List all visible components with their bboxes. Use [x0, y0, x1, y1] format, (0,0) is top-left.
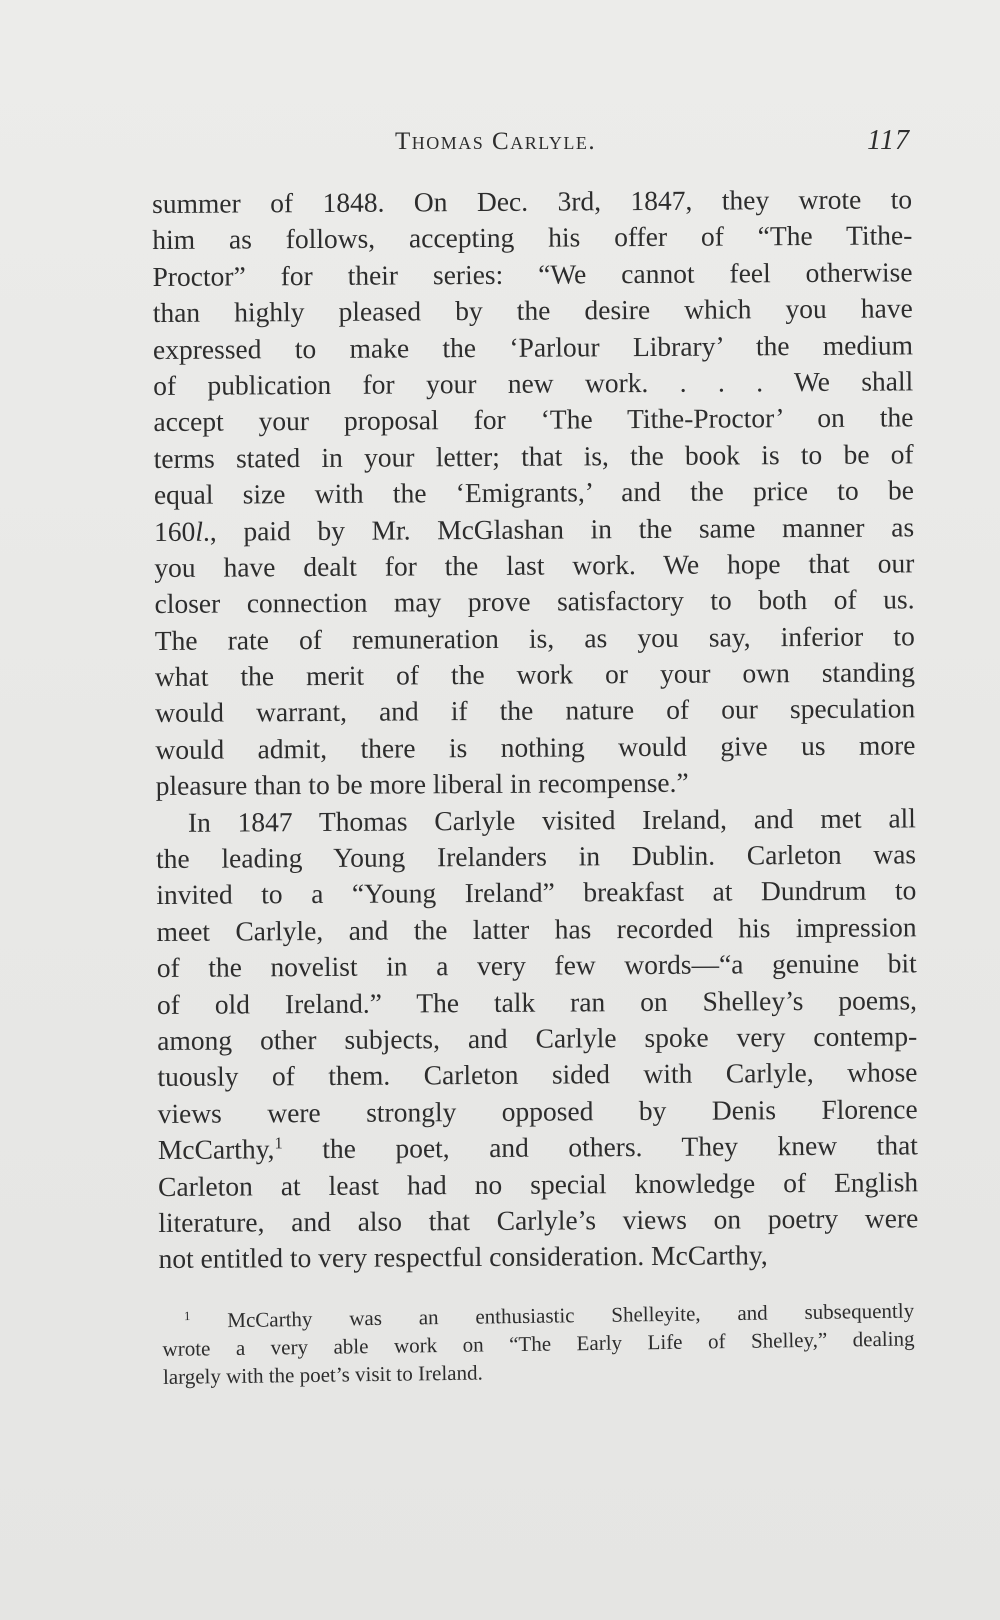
text-line: Carleton at least had no special knowledge of English — [158, 1165, 919, 1202]
running-title: Thomas Carlyle. — [395, 128, 597, 155]
text-fragment: McCarthy, — [157, 1133, 275, 1166]
footnote-reference[interactable]: 1 — [274, 1133, 283, 1153]
text-line: pleasure than to be more liberal in recompense.” — [155, 766, 689, 802]
text-line: accept your proposal for ‘The Tithe-Proctor’ on the — [153, 401, 914, 438]
currency-abbrev: l — [195, 515, 204, 547]
text-line: summer of 1848. On Dec. 3rd, 1847, they wrote to — [152, 183, 913, 219]
text-line: equal size with the ‘Emigrants,’ and the price to be — [153, 474, 914, 511]
text-line: than highly pleased by the desire which you have — [152, 292, 913, 329]
running-head — [150, 125, 910, 168]
footnote-marker: 1 — [184, 1309, 191, 1324]
footnote — [162, 1297, 915, 1391]
text-line: of old Ireland.” The talk ran on Shelley’s poems, — [156, 983, 918, 1020]
text-line: views were strongly opposed by Denis Florence — [157, 1093, 918, 1129]
text-line: The rate of remuneration is, as you say, inferior to — [154, 620, 915, 656]
text-line: not entitled to very respectful consideration. McCarthy, — [158, 1239, 768, 1275]
text-line: literature, and also that Carlyle’s views on poetry were — [158, 1202, 919, 1238]
text-line: among other subjects, and Carlyle spoke very contemp- — [157, 1020, 918, 1056]
body-text — [152, 181, 919, 1277]
footnote-line: wrote a very able work on “The Early Life of Shelley,” dealing — [162, 1326, 915, 1361]
text-line: the leading Young Irelanders in Dublin. Carleton was — [156, 838, 917, 875]
footnote-text: McCarthy was an enthusiastic Shelleyite, and subsequently — [227, 1298, 915, 1333]
text-line: invited to a “Young Ireland” breakfast at Dundrum to — [156, 874, 917, 911]
text-fragment: the poet, and others. They knew that — [282, 1129, 918, 1165]
text-line: him as follows, accepting his offer of “The Tithe- — [152, 219, 913, 256]
page-number: 117 — [867, 125, 910, 156]
text-line-with-footnote-ref — [158, 1127, 918, 1168]
text-line: In 1847 Thomas Carlyle visited Ireland, and met all — [187, 801, 916, 838]
text-line: would warrant, and if the nature of our speculation — [155, 692, 916, 729]
text-line: expressed to make the ‘Parlour Library’ the medium — [152, 328, 914, 365]
text-line: what the merit of the work or your own standing — [154, 656, 916, 693]
text-line: of publication for your new work. . . . We shall — [153, 365, 914, 401]
text-line: Proctor” for their series: “We cannot feel otherwise — [152, 256, 913, 292]
text-line: would admit, there is nothing would give us more — [155, 729, 916, 765]
text-line: you have dealt for the last work. We hope that our — [154, 547, 915, 583]
text-line: tuously of them. Carleton sided with Carlyle, whose — [157, 1056, 918, 1093]
text-line: terms stated in your letter; that is, the book is to be of — [153, 438, 914, 474]
footnote-line: largely with the poet’s visit to Ireland. — [162, 1360, 483, 1389]
text-line: meet Carlyle, and the latter has recorded his impression — [156, 911, 917, 947]
text-line: 160l., paid by Mr. McGlashan in the same manner as — [154, 510, 915, 547]
text-line: closer connection may prove satisfactory to both of us. — [154, 583, 915, 620]
text-line: of the novelist in a very few words—“a genuine bit — [156, 947, 917, 984]
